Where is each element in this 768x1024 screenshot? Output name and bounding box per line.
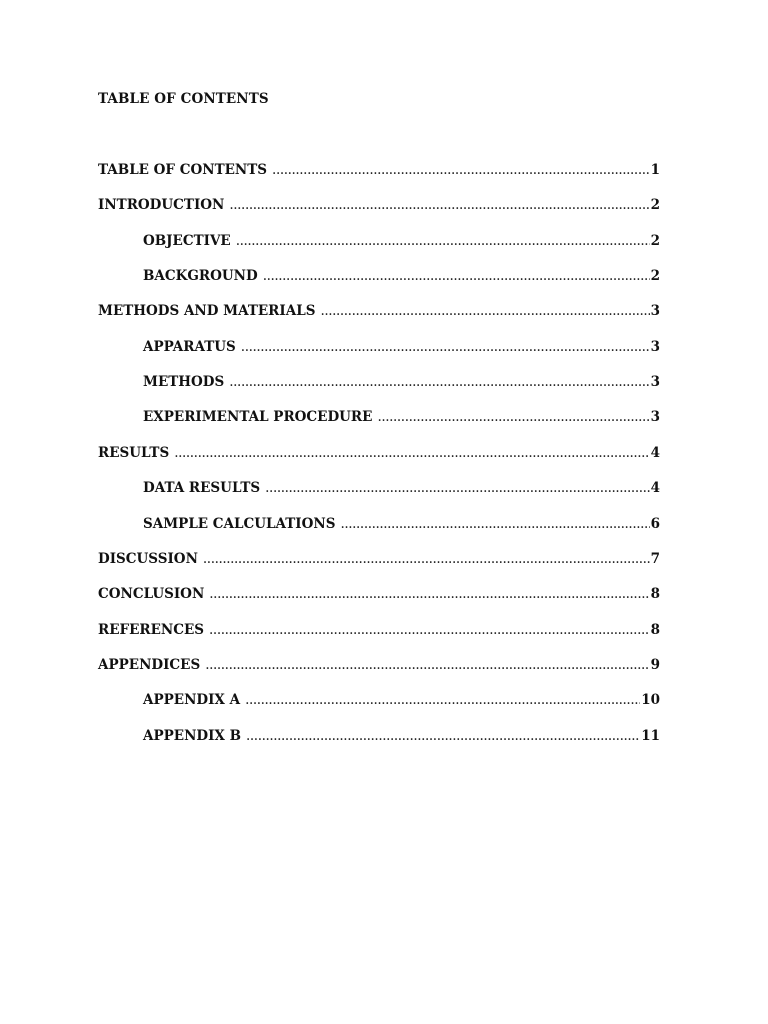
toc-entry[interactable] [143, 266, 660, 286]
toc-entry-label: BACKGROUND [143, 268, 258, 285]
toc-page-number: 3 [650, 303, 660, 320]
toc-dot-leader [205, 655, 649, 675]
toc-dot-leader [174, 443, 649, 463]
toc-entry[interactable] [98, 549, 660, 569]
toc-page-number: 8 [650, 621, 660, 638]
toc-page-number: 3 [650, 409, 660, 426]
toc-entry[interactable] [143, 337, 660, 357]
toc-entry[interactable] [98, 301, 660, 321]
toc-entry[interactable] [143, 407, 660, 427]
toc-entry-label: TABLE OF CONTENTS [98, 162, 268, 178]
toc-entry[interactable] [143, 231, 660, 251]
toc-dot-leader [245, 690, 640, 710]
toc-entry[interactable] [98, 620, 660, 640]
toc-dot-leader [229, 372, 649, 392]
toc-dot-leader [320, 301, 649, 321]
toc-entry-label: METHODS AND MATERIALS [98, 303, 316, 320]
toc-entry-label: APPARATUS [143, 338, 236, 355]
toc-entry[interactable] [143, 478, 660, 498]
toc-dot-leader [229, 195, 649, 215]
toc-entry-label: APPENDICES [98, 656, 201, 673]
toc-dot-leader [209, 584, 649, 604]
toc-page-number: 1 [650, 162, 660, 178]
toc-dot-leader [246, 726, 640, 746]
toc-page-number: 7 [650, 550, 660, 567]
toc-entry[interactable] [98, 443, 660, 463]
toc-page-number: 4 [650, 444, 660, 461]
toc-dot-leader [265, 478, 649, 498]
toc-entry-label: SAMPLE CALCULATIONS [143, 515, 336, 532]
toc-page-number: 11 [641, 727, 660, 744]
toc-entry-label: CONCLUSION [98, 586, 205, 603]
toc-dot-leader [377, 407, 649, 427]
toc-entry-label: APPENDIX A [143, 692, 241, 709]
toc-dot-leader [209, 620, 650, 640]
toc-page-number: 4 [650, 480, 660, 497]
page-title: TABLE OF CONTENTS [98, 91, 269, 107]
toc-dot-leader [263, 266, 650, 286]
toc-entry[interactable] [98, 584, 660, 604]
toc-entry[interactable] [143, 726, 660, 746]
toc-page-number: 2 [650, 268, 660, 285]
toc-entry[interactable] [143, 372, 660, 392]
toc-entry[interactable] [143, 514, 660, 534]
toc-dot-leader [241, 337, 650, 357]
toc-dot-leader [203, 549, 650, 569]
toc-page-number: 3 [650, 338, 660, 355]
toc-entry[interactable] [143, 690, 660, 710]
toc-entry[interactable] [98, 655, 660, 675]
toc-entry-label: RESULTS [98, 444, 170, 461]
toc-entry-label: REFERENCES [98, 621, 205, 638]
toc-dot-leader [272, 160, 650, 180]
toc-entry-label: EXPERIMENTAL PROCEDURE [143, 409, 373, 426]
toc-page-number: 8 [650, 586, 660, 603]
toc-entry-label: DATA RESULTS [143, 480, 261, 497]
toc-entry-label: DISCUSSION [98, 550, 198, 567]
toc-entry-label: INTRODUCTION [98, 197, 225, 214]
toc-dot-leader [236, 231, 650, 251]
toc-entry-label: METHODS [143, 374, 225, 391]
toc-page-number: 2 [650, 197, 660, 214]
toc-page-number: 9 [650, 656, 660, 673]
toc-page-number: 3 [650, 374, 660, 391]
toc-entry-label: APPENDIX B [143, 727, 242, 744]
toc-entry-label: OBJECTIVE [143, 232, 231, 249]
toc-entry[interactable] [98, 160, 660, 180]
toc-page-number: 10 [641, 692, 660, 709]
toc-page-number: 2 [650, 232, 660, 249]
toc-page-number: 6 [650, 515, 660, 532]
toc-dot-leader [340, 514, 649, 534]
toc-entry[interactable] [98, 195, 660, 215]
